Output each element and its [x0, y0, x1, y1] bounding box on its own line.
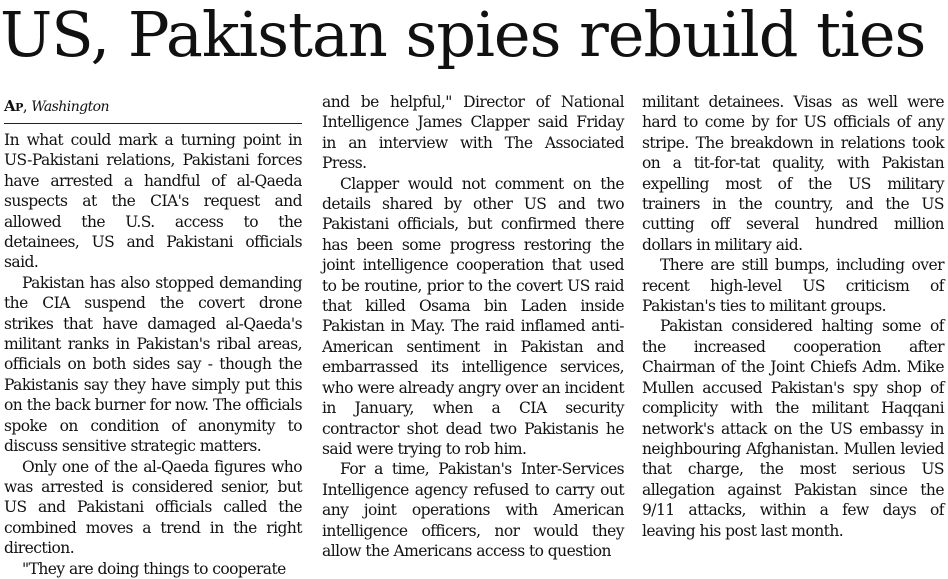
paragraph: There are still bumps, including over recent high-level US criticism of Pakistan's ties to militant groups.: [642, 256, 944, 316]
paragraph: militant detainees. Visas as well were hard to come by for US officials of any stripe. The breakdown in relations took on a tit-for-tat quality, with Pakistan expelling most of the US military trainers in the country, and the US cutting off several hundred million dollars in military aid.: [642, 93, 944, 254]
byline-agency: Ap: [4, 97, 23, 115]
paragraph: Pakistan considered halting some of the increased cooperation after Chairman of the Joint Chiefs Adm. Mike Mullen accused Pakistan's spy shop of complicity with the militant Haqqani network's attack on the US embassy in neighbouring Afghanistan. Mullen levied that charge, the most serious US allegation against Pakistan since the 9/11 attacks, within a few days of leaving his post last month.: [642, 317, 944, 540]
paragraph: and be helpful," Director of National Intelligence James Clapper said Friday in an interview with The Associated Press.: [322, 93, 624, 173]
paragraph: Pakistan has also stopped demanding the CIA suspend the covert drone strikes that have damaged al-Qaeda's militant ranks in Pakistan's ribal areas, officials on both sides say - though the Pakistanis say they have simply put this on the back burner for now. The officials spoke on condition of anonymity to discuss sensitive strategic matters.: [4, 273, 302, 456]
paragraph: For a time, Pakistan's Inter-Services Intelligence agency refused to carry out any joint operations with American intelligence officers, nor would they allow the Americans access to question: [322, 460, 624, 560]
paragraph: "They are doing things to cooperate: [22, 559, 286, 578]
article-column-3: [642, 92, 944, 541]
paragraph: In what could mark a turning point in US-Pakistani relations, Pakistani forces have arrested a handful of al-Qaeda suspects at the CIA's request and allowed the U.S. access to the detainees, US and Pakistani officials said.: [4, 131, 302, 272]
headline: US, Pakistan spies rebuild ties: [0, 0, 926, 71]
article-column-2: [322, 92, 624, 561]
paragraph: Clapper would not comment on the details shared by other US and two Pakistani officials, but confirmed there has been some progress restoring the joint intelligence cooperation that used to be routine, prior to the covert US raid that killed Osama bin Laden inside Pakistan in May. The raid inflamed anti-American sentiment in Pakistan and embarrassed its intelligence services, who were already angry over an incident in January, when a CIA security contractor shot dead two Pakistanis he said were trying to rob him.: [322, 174, 624, 458]
byline-separator: ,: [22, 97, 32, 115]
byline: [4, 96, 302, 124]
article-column-1: [4, 96, 302, 579]
paragraph: Only one of the al-Qaeda figures who was arrested is considered senior, but US and Pakistani officials called the combined moves a trend in the right direction.: [4, 457, 302, 558]
byline-city: Washington: [31, 99, 109, 115]
